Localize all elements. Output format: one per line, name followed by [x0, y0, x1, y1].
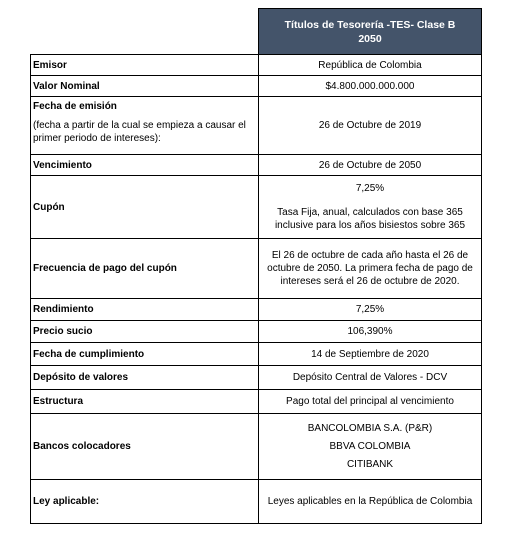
- row-precio-sucio: [31, 321, 482, 343]
- row-label: Cupón: [31, 176, 259, 239]
- row-value: Pago total del principal al vencimiento: [259, 390, 482, 414]
- row-value: República de Colombia: [259, 55, 482, 76]
- row-valor-nominal: [31, 76, 482, 97]
- table-header-title: [259, 9, 482, 55]
- row-label: Bancos colocadores: [31, 414, 259, 480]
- row-label: Frecuencia de pago del cupón: [31, 239, 259, 299]
- row-label: Valor Nominal: [31, 76, 259, 97]
- header-title-line2: 2050: [358, 32, 382, 45]
- row-label: Emisor: [31, 55, 259, 76]
- row-label: Vencimiento: [31, 155, 259, 176]
- row-vencimiento: [31, 155, 482, 176]
- row-label: Depósito de valores: [31, 366, 259, 390]
- row-emisor: [31, 55, 482, 76]
- row-value: Depósito Central de Valores - DCV: [259, 366, 482, 390]
- row-label: Fecha de emisión: [33, 101, 117, 112]
- row-label: Ley aplicable:: [31, 480, 259, 524]
- row-value: 106,390%: [259, 321, 482, 343]
- row-label: Fecha de cumplimiento: [31, 343, 259, 366]
- row-value: 14 de Septiembre de 2020: [259, 343, 482, 366]
- row-label-note: (fecha a partir de la cual se empieza a causar el primer periodo de intereses):: [33, 120, 246, 144]
- row-cupon: [31, 176, 482, 239]
- row-ley-aplicable: [31, 480, 482, 524]
- bank-name: BBVA COLOMBIA: [329, 441, 411, 452]
- row-fecha-emision: [31, 97, 482, 155]
- row-label: Rendimiento: [31, 299, 259, 321]
- row-label-cell: [31, 97, 259, 155]
- header-title-line1: Títulos de Tesorería -TES- Clase B: [284, 18, 456, 31]
- row-value-cell: [259, 414, 482, 480]
- row-bancos: [31, 414, 482, 480]
- row-label: Precio sucio: [31, 321, 259, 343]
- bank-name: CITIBANK: [346, 459, 394, 470]
- row-value: 26 de Octubre de 2019: [259, 97, 482, 155]
- coupon-description: Tasa Fija, anual, calculados con base 365 inclusive para los años bisiestos sobre 365: [274, 207, 466, 231]
- row-fecha-cumplimiento: [31, 343, 482, 366]
- bank-name: BANCOLOMBIA S.A. (P&R): [307, 423, 433, 434]
- row-value: Leyes aplicables en la República de Colombia: [259, 480, 482, 524]
- bond-terms-table: [30, 8, 482, 524]
- row-value: 7,25%: [259, 299, 482, 321]
- row-rendimiento: [31, 299, 482, 321]
- row-value: 26 de Octubre de 2050: [259, 155, 482, 176]
- row-value-cell: [259, 176, 482, 239]
- row-frecuencia: [31, 239, 482, 299]
- header-blank-cell: [31, 9, 259, 55]
- row-value: El 26 de octubre de cada año hasta el 26 de octubre de 2050. La primera fecha de pago de intereses será el 26 de octubre de 2020.: [259, 239, 482, 299]
- table-header-row: [31, 9, 482, 55]
- row-deposito: [31, 366, 482, 390]
- coupon-rate: 7,25%: [355, 183, 385, 194]
- row-value: $4.800.000.000.000: [259, 76, 482, 97]
- row-label: Estructura: [31, 390, 259, 414]
- row-estructura: [31, 390, 482, 414]
